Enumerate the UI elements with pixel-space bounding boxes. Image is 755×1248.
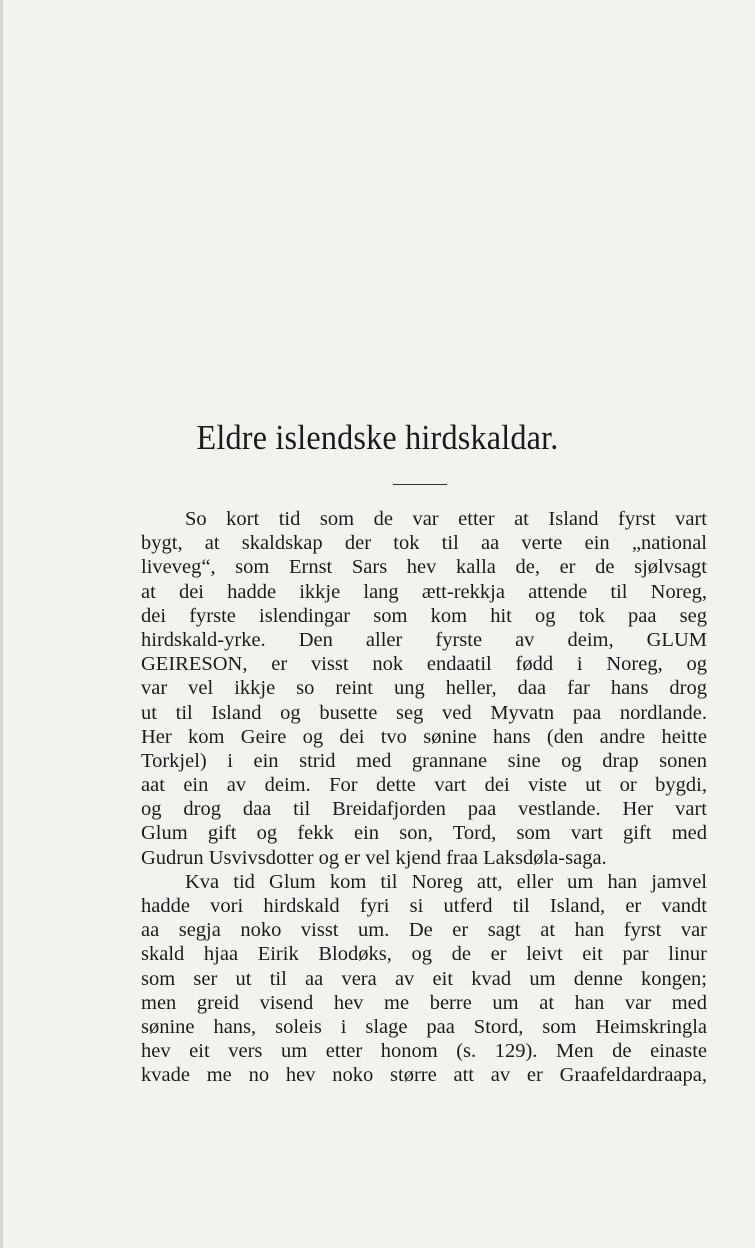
text-line: ut til Island og busette seg ved Myvatn paa nordlande. bbox=[141, 701, 707, 724]
title-divider bbox=[393, 484, 447, 485]
chapter-title: Eldre islendske hirdskaldar. bbox=[196, 418, 559, 457]
text-line: Torkjel) i ein strid med grannane sine og drap sonen bbox=[141, 749, 707, 772]
text-line: GEIRESON, er visst nok endaatil fødd i Noreg, og bbox=[141, 653, 707, 676]
text-line: Her kom Geire og dei tvo sønine hans (den andre heitte bbox=[141, 725, 707, 748]
text-line: skald hjaa Eirik Blodøks, og de er leivt eit par linur bbox=[141, 943, 707, 966]
text-line: dei fyrste islendingar som kom hit og tok paa seg bbox=[141, 604, 707, 627]
page-edge bbox=[0, 0, 3, 1248]
text-line: hirdskald-yrke. Den aller fyrste av deim, GLUM bbox=[141, 628, 707, 651]
text-line: aa segja noko visst um. De er sagt at han fyrst var bbox=[141, 919, 707, 942]
text-line: hev eit vers um etter honom (s. 129). Men de einaste bbox=[141, 1040, 707, 1063]
text-line: at dei hadde ikkje lang ætt-rekkja attende til Noreg, bbox=[141, 580, 707, 603]
text-line: var vel ikkje so reint ung heller, daa far hans drog bbox=[141, 677, 707, 700]
text-line: Kva tid Glum kom til Noreg att, eller um han jamvel bbox=[185, 870, 707, 893]
text-line: aat ein av deim. For dette vart dei viste ut or bygdi, bbox=[141, 774, 707, 797]
body-text bbox=[141, 507, 707, 1088]
text-line: Gudrun Usvivsdotter og er vel kjend fraa Laksdøla-saga. bbox=[141, 846, 607, 869]
text-line: bygt, at skaldskap der tok til aa verte ein „national bbox=[141, 532, 707, 555]
text-line: og drog daa til Breidafjorden paa vestlande. Her vart bbox=[141, 798, 707, 821]
text-line: So kort tid som de var etter at Island fyrst vart bbox=[185, 508, 707, 530]
text-line: liveveg“, som Ernst Sars hev kalla de, er de sjølvsagt bbox=[141, 556, 707, 579]
text-line: sønine hans, soleis i slage paa Stord, som Heimskringla bbox=[141, 1015, 707, 1038]
text-line: kvade me no hev noko større att av er Graafeldardraapa, bbox=[141, 1064, 707, 1087]
text-line: Glum gift og fekk ein son, Tord, som vart gift med bbox=[141, 822, 707, 845]
text-line: hadde vori hirdskald fyri si utferd til Island, er vandt bbox=[141, 895, 707, 917]
text-line: som ser ut til aa vera av eit kvad um denne kongen; bbox=[141, 967, 707, 990]
text-line: men greid visend hev me berre um at han var med bbox=[141, 991, 707, 1014]
